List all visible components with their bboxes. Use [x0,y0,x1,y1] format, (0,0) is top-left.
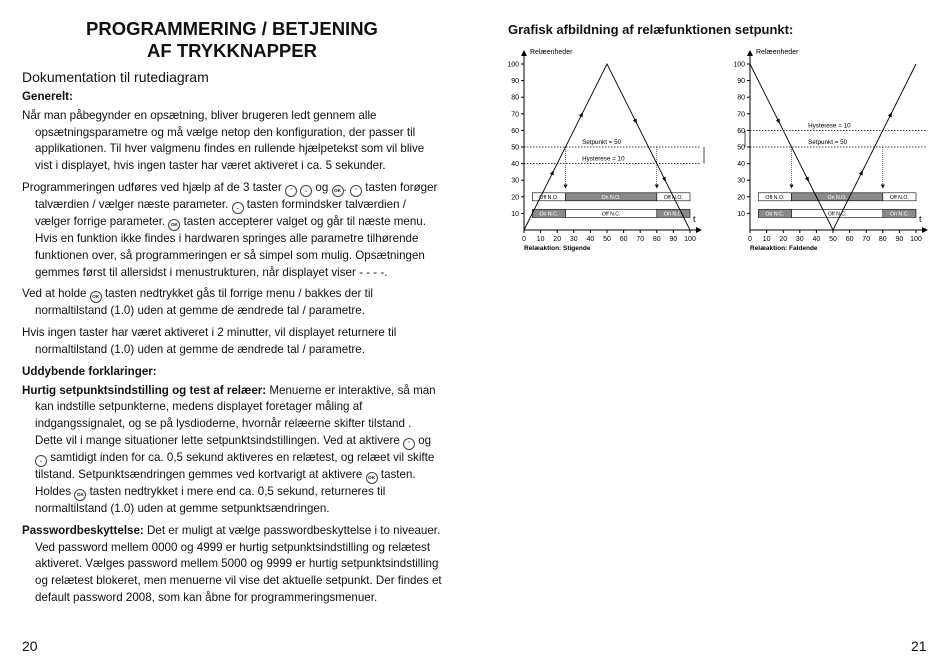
p6-heading: Passwordbeskyttelse: [22,523,144,537]
heading-generelt: Generelt: [22,90,73,103]
up-key-icon: ⌃ [403,438,415,450]
relay-segment-label: Off N.C. [827,211,847,218]
signal-direction-arrow [888,111,894,117]
x-tick-label: 20 [779,236,788,243]
x-tick-label: 40 [586,236,595,243]
y-tick-label: 40 [511,161,519,169]
relay-chart-falling [726,44,941,259]
x-axis-arrow [696,227,702,233]
x-tick-label: 60 [619,236,628,243]
p2-og: og [315,180,329,194]
x-tick-label: 20 [553,236,562,243]
p5-heading: Hurtig setpunktsindstilling og test af relæer: [22,383,267,397]
p2-text-a: Programmeringen udføres ved hjælp af de 3 taster [22,180,282,194]
y-tick-label: 70 [737,111,745,119]
setpoint-label: Setpunkt = 50 [808,139,848,146]
x-tick-label: 90 [669,236,678,243]
relay-segment-label: Off N.O. [539,194,559,201]
subtitle: Dokumentation til rutediagram [22,69,209,85]
switch-arrow [655,185,659,189]
p5-text-a: Menuerne er interaktive, så man kan indstille setpunkterne, medens displayet foretager måling af indgangssignalet, og se på lysdioderne, hvornår relæerne skifter tilstand . Dette vil i mange situationer lette setpunktsindstillingen. Ved at aktivere [35,383,436,447]
y-axis-label: Relæenheder [530,49,573,56]
relay-segment-label: On N.O. [601,194,621,201]
p6-text: Det er muligt at vælge passwordbeskyttelse i to niveauer. Ved password mellem 0000 og 4999 er hurtig setpunktsindstilling og relætest aktiveret. Vælges password mellem 5000 og 9999 er hurtig setpunktsindstilling og relætest blokeret, men menuerne vil vise det aktuelle setpunkt. Der findes et default password 2008, som kan åbne for programmeringsmenuer. [35,523,442,604]
y-tick-label: 40 [737,161,745,169]
x-tick-label: 50 [829,236,837,243]
hysteresis-label: Hysterese = 10 [808,122,851,130]
x-tick-label: 30 [569,236,578,243]
signal-direction-arrow [805,177,811,183]
y-tick-label: 30 [737,177,745,185]
page-number-left: 20 [22,638,38,654]
signal-direction-arrow [550,169,556,175]
signal-direction-arrow [776,119,782,125]
ok-key-icon: OK [366,472,378,484]
y-tick-label: 100 [733,61,745,69]
relay-segment-label: On N.C. [539,211,559,218]
paragraph-1: Når man påbegynder en opsætning, bliver brugeren ledt gennem alle opsætningsparametre og må vælge netop den konfiguration, der passer til applikationen. Til hver valgmenu findes en rullende hjælpetekst som vil blive vist i displayet, hvis ingen taster har været aktiveret i ca. 5 sekunder. [22,108,425,173]
x-tick-label: 40 [812,236,821,243]
ok-key-icon: OK [168,219,180,231]
relay-segment-label: Off N.O. [889,194,909,201]
y-tick-label: 80 [511,94,519,102]
y-tick-label: 60 [511,127,519,135]
y-tick-label: 70 [511,111,519,119]
y-tick-label: 50 [511,144,519,152]
paragraph-6 [22,523,442,607]
up-key-icon: ⌃ [350,185,362,197]
ok-key-icon: OK [90,291,102,303]
switch-arrow [881,185,885,189]
relay-segment-label: On N.C. [765,211,785,218]
paragraph-5 [22,383,442,518]
switch-arrow [564,185,568,189]
p5-text-d: tasten nedtrykket i mere end ca. 0,5 sekund, returneres til normaltilstand (1.0) uden at gemme setpunktsændringen. [35,484,386,515]
y-tick-label: 10 [737,210,745,218]
relay-segment-label: On N.O. [827,194,847,201]
p3-text-b: tasten nedtrykket gås til forrige menu / bakkes der til normaltilstand (1.0) uden at gemme de ændrede tal / parametre. [35,287,374,318]
p5-text-c: tasten. Holdes [35,467,416,498]
hysteresis-label: Hysterese = 10 [582,155,625,163]
y-tick-label: 10 [511,210,519,218]
y-axis-arrow [747,50,753,56]
x-axis-label: t [919,214,922,224]
relay-segment-label: Off N.C. [601,211,621,218]
paragraph-3 [22,286,442,320]
relay-segment-label: Off N.O. [663,194,683,201]
left-page [22,18,442,612]
y-tick-label: 80 [737,94,745,102]
switch-arrow [790,185,794,189]
p2-text-b: tasten forøger talværdien / vælger næste parameter. [35,180,438,211]
y-tick-label: 30 [511,177,519,185]
ok-key-icon: OK [332,185,344,197]
y-tick-label: 50 [737,144,745,152]
signal-direction-arrow [859,169,865,175]
relay-chart-rising [500,44,715,259]
x-tick-label: 10 [762,236,771,243]
x-tick-label: 50 [603,236,611,243]
graph-section-title: Grafisk afbildning af relæfunktionen setpunkt: [508,22,794,37]
x-axis-label: t [693,214,696,224]
x-tick-label: 90 [895,236,904,243]
title-line-1: PROGRAMMERING / BETJENING [86,18,378,39]
up-key-icon: ⌃ [285,185,297,197]
relay-segment-label: Off N.O. [765,194,785,201]
signal-direction-arrow [633,119,639,125]
paragraph-4: Hvis ingen taster har været aktiveret i 2 minutter, vil displayet returnere til normaltilstand (1.0) uden at gemme de ændrede tal / parametre. [22,326,397,356]
page-number-right: 21 [911,638,927,654]
x-axis-arrow [922,227,928,233]
p2-text-d: tasten accepterer valget og går til næste menu. Hvis en funktion ikke findes i hardwaren springes alle parametre tilhørende funktionen over, så programmeringen er så simpel som mulig. Opsætningen gemmes først til allersidst i menustrukturen, når displayet viser - - - -. [35,214,426,279]
relay-segment-label: On N.C. [890,211,909,218]
x-tick-label: 0 [748,236,752,243]
chart-caption: Relæaktion: Faldende [750,245,818,252]
down-key-icon: ⌄ [232,202,244,214]
p5-text-b: samtidigt inden for ca. 0,5 sekund aktiveres en relætest, og relæet vil skifte tilstand. Setpunktsændringen gemmes ved kortvarigt at aktivere [35,450,435,481]
y-tick-label: 90 [511,78,519,86]
page-title [22,18,442,62]
p3-text-a: Ved at holde [22,287,87,301]
down-key-icon: ⌄ [300,185,312,197]
y-tick-label: 60 [737,127,745,135]
setpoint-label: Setpunkt = 50 [582,139,622,146]
x-tick-label: 80 [652,236,661,243]
x-tick-label: 100 [910,236,922,243]
relay-segment-label: On N.C. [664,211,683,218]
y-tick-label: 100 [507,61,519,69]
x-tick-label: 100 [684,236,696,243]
signal-direction-arrow [579,111,585,117]
y-tick-label: 20 [737,194,745,202]
p5-og: og [418,433,432,447]
y-axis-arrow [521,50,527,56]
x-tick-label: 60 [845,236,854,243]
x-tick-label: 80 [878,236,887,243]
x-tick-label: 0 [522,236,526,243]
paragraph-2: Programmeringen udføres ved hjælp af de 3 taster ⌃ ⌄ og OK . ⌃ tasten forøger talværdien / vælger næste parameter. ⌄ tasten formindsker talværdien / vælger forrige parameter. OK tasten accepterer valget og går til næste menu. Hvis en funktion ikke findes i hardwaren springes alle parametre tilhørende funktionen over, så programmeringen er så simpel som mulig. Opsætningen gemmes først til allersidst i menustrukturen, når displayet viser - - - -. [22,180,438,279]
x-tick-label: 70 [636,236,645,243]
down-key-icon: ⌄ [35,455,47,467]
y-tick-label: 90 [737,78,745,86]
x-tick-label: 70 [862,236,871,243]
chart-caption: Relæaktion: Stigende [524,245,591,252]
signal-direction-arrow [662,177,668,183]
y-axis-label: Relæenheder [756,49,799,56]
x-tick-label: 10 [536,236,545,243]
x-tick-label: 30 [795,236,804,243]
p2-text-c: tasten formindsker talværdien / vælger forrige parameter. [35,197,406,228]
title-line-2: AF TRYKKNAPPER [147,40,317,61]
ok-key-icon: OK [74,489,86,501]
heading-uddybende: Uddybende forklaringer: [22,364,157,378]
y-tick-label: 20 [511,194,519,202]
